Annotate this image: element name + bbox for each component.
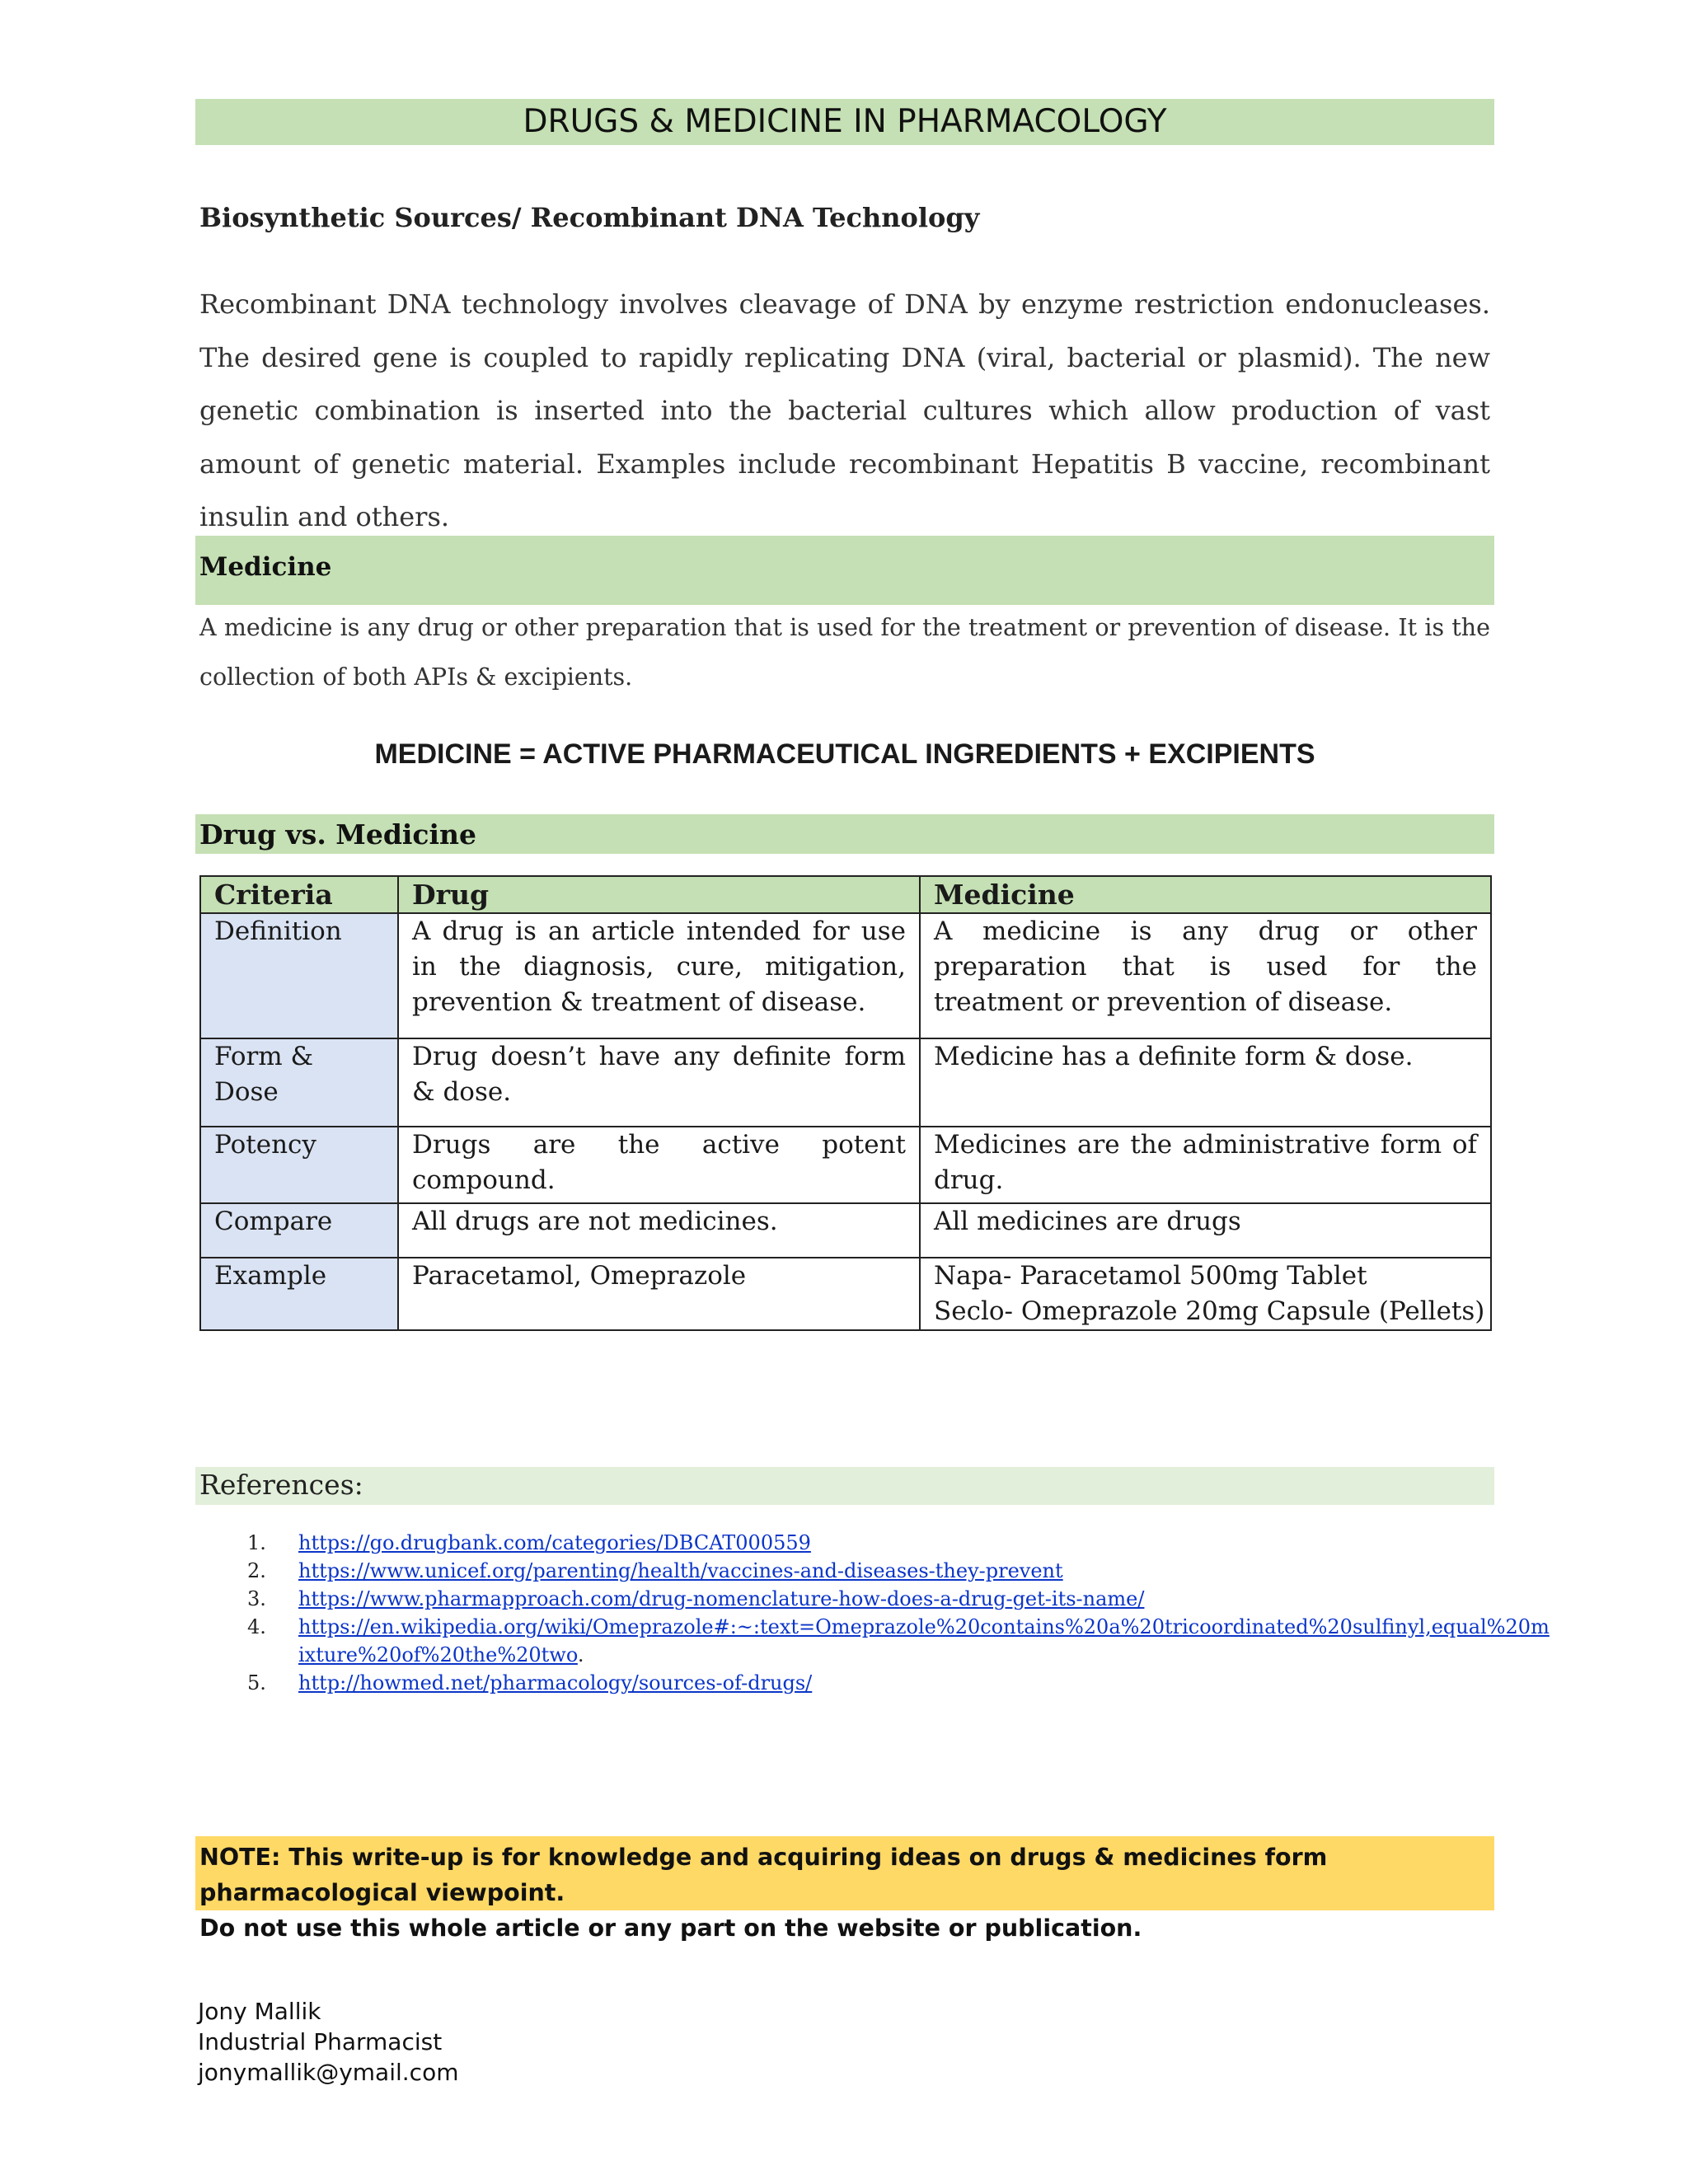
- drug-cell: Paracetamol, Omeprazole: [398, 1258, 920, 1330]
- medicine-example-line: Seclo- Omeprazole 20mg Capsule (Pellets): [934, 1296, 1485, 1326]
- comparison-heading: Drug vs. Medicine: [199, 818, 477, 851]
- author-email: jonymallik@ymail.com: [198, 2059, 459, 2086]
- comparison-heading-band: [195, 814, 1494, 854]
- table-row: [200, 1203, 1491, 1258]
- biosynthetic-paragraph: Recombinant DNA technology involves cleavage of DNA by enzyme restriction endonucleases. The desired gene is coupled to rapidly replicating DNA (viral, bacterial or plasmid). The new genetic combination is inserted into the bacterial cultures which allow production of vast amount of genetic material. Examples include recombinant Hepatitis B vaccine, recombinant insulin and others.: [199, 288, 1490, 532]
- criteria-cell: Definition: [200, 913, 398, 1038]
- medicine-heading: Medicine: [199, 552, 332, 582]
- author-name: Jony Mallik: [198, 1998, 321, 2025]
- criteria-cell: Potency: [200, 1127, 398, 1203]
- medicine-example-line: Napa- Paracetamol 500mg Tablet: [934, 1261, 1367, 1291]
- reference-number: 5.: [247, 1671, 266, 1694]
- reference-item: [239, 1613, 1550, 1669]
- medicine-cell: [920, 1258, 1491, 1330]
- reference-item: [239, 1585, 1550, 1613]
- header-criteria: Criteria: [200, 876, 398, 913]
- criteria-cell: Form & Dose: [200, 1038, 398, 1127]
- reference-number: 3.: [247, 1587, 266, 1610]
- reference-number: 2.: [247, 1559, 266, 1582]
- medicine-heading-band: [195, 536, 1494, 605]
- reference-number: 4.: [247, 1615, 266, 1638]
- table-row: [200, 1127, 1491, 1203]
- medicine-paragraph: A medicine is any drug or other preparation that is used for the treatment or prevention of disease. It is the collection of both APIs & excipients.: [199, 614, 1490, 691]
- references-list: [239, 1529, 1550, 1697]
- header-medicine: Medicine: [920, 876, 1491, 913]
- author-role: Industrial Pharmacist: [198, 2028, 443, 2055]
- reference-link[interactable]: https://www.unicef.org/parenting/health/vaccines-and-diseases-they-prevent: [298, 1559, 1063, 1582]
- note-text: [199, 1840, 1493, 1946]
- table-row: [200, 1258, 1491, 1330]
- drug-cell: A drug is an article intended for use in the diagnosis, cure, mitigation, prevention & treatment of disease.: [398, 913, 920, 1038]
- medicine-cell: Medicine has a definite form & dose.: [920, 1038, 1491, 1127]
- reference-link[interactable]: https://go.drugbank.com/categories/DBCAT000559: [298, 1531, 811, 1554]
- reference-link[interactable]: http://howmed.net/pharmacology/sources-of-drugs/: [298, 1671, 813, 1694]
- drug-cell: All drugs are not medicines.: [398, 1203, 920, 1258]
- table-header-row: [200, 876, 1491, 913]
- reference-item: [239, 1669, 1550, 1697]
- table-row: [200, 913, 1491, 1038]
- drug-cell: Drug doesn’t have any definite form & dose.: [398, 1038, 920, 1127]
- medicine-formula: MEDICINE = ACTIVE PHARMACEUTICAL INGREDIENTS + EXCIPIENTS: [374, 738, 1315, 770]
- biosynthetic-heading: Biosynthetic Sources/ Recombinant DNA Technology: [199, 202, 980, 233]
- note-line-2: Do not use this whole article or any part on the website or publication.: [199, 1915, 1142, 1942]
- medicine-cell: All medicines are drugs: [920, 1203, 1491, 1258]
- medicine-cell: Medicines are the administrative form of drug.: [920, 1127, 1491, 1203]
- header-drug: Drug: [398, 876, 920, 913]
- reference-number: 1.: [247, 1531, 266, 1554]
- table-row: [200, 1038, 1491, 1127]
- criteria-cell: Example: [200, 1258, 398, 1330]
- reference-link[interactable]: https://en.wikipedia.org/wiki/Omeprazole#:~:text=Omeprazole%20contains%20a%20tricoordinated%20sulfinyl,equal%20mixture%20of%20the%20two: [298, 1615, 1550, 1666]
- references-heading-band: [195, 1467, 1494, 1505]
- references-heading: References:: [199, 1469, 363, 1501]
- reference-item: [239, 1557, 1550, 1585]
- author-block: [198, 1996, 458, 2088]
- drug-cell: Drugs are the active potent compound.: [398, 1127, 920, 1203]
- note-box: [195, 1836, 1494, 1942]
- comparison-table: [199, 875, 1492, 1331]
- medicine-cell: A medicine is any drug or other preparation that is used for the treatment or prevention of disease.: [920, 913, 1491, 1038]
- note-line-1: NOTE: This write-up is for knowledge and acquiring ideas on drugs & medicines form pharmacological viewpoint.: [199, 1844, 1328, 1906]
- criteria-cell: Compare: [200, 1203, 398, 1258]
- reference-item: [239, 1529, 1550, 1557]
- reference-link[interactable]: https://www.pharmapproach.com/drug-nomenclature-how-does-a-drug-get-its-name/: [298, 1587, 1145, 1610]
- document-title: DRUGS & MEDICINE IN PHARMACOLOGY: [195, 99, 1494, 145]
- reference-suffix: .: [577, 1643, 584, 1666]
